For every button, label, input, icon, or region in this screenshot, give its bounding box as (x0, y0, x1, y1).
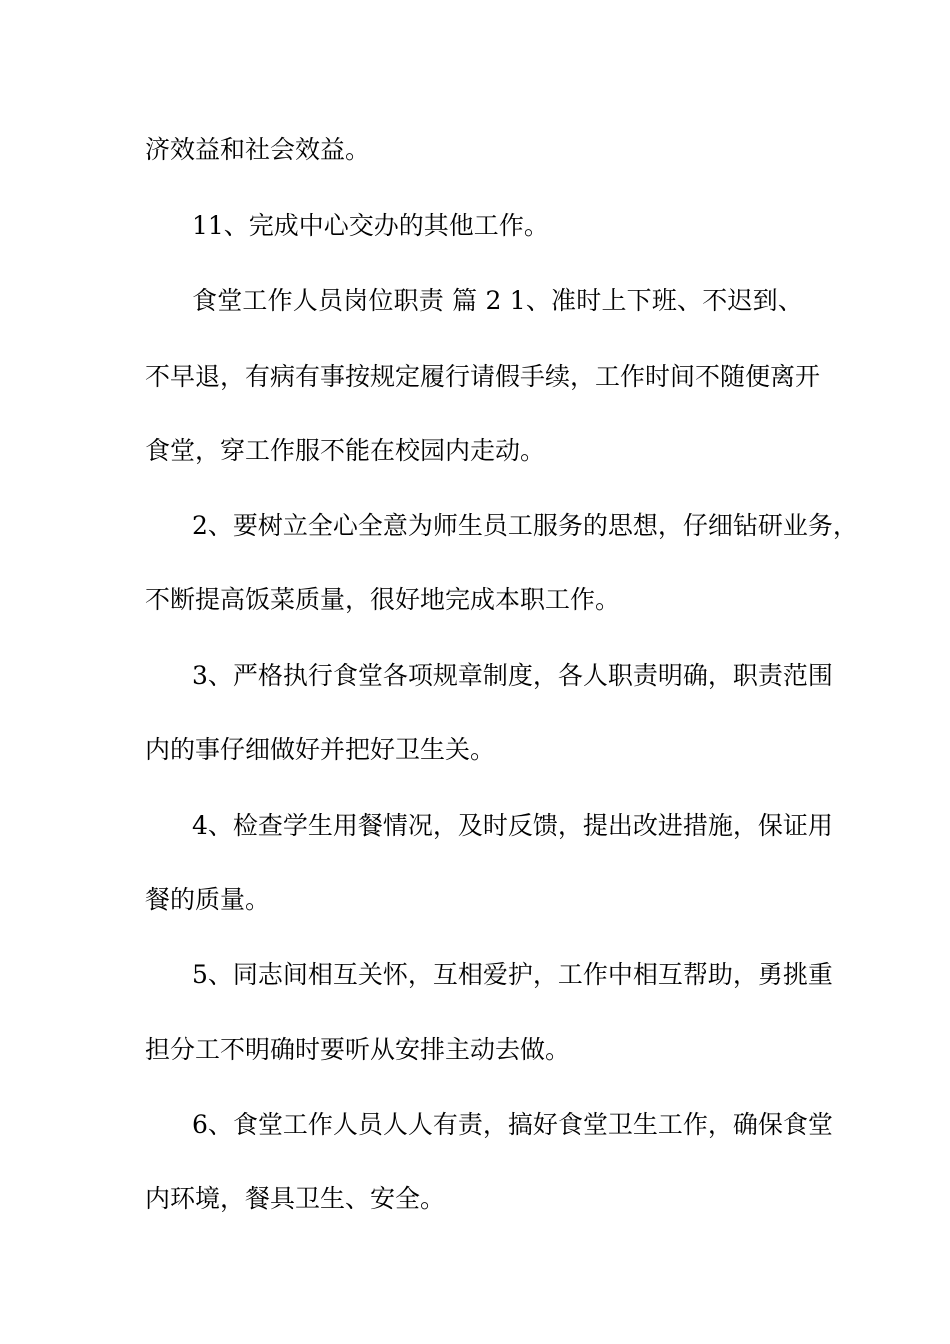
text-line-5: 食堂，穿工作服不能在校园内走动。 (145, 436, 546, 465)
text-line-12: 5、同志间相互关怀，互相爱护，工作中相互帮助，勇挑重 (192, 960, 833, 989)
text-line-8: 3、严格执行食堂各项规章制度，各人职责明确，职责范围 (192, 661, 833, 690)
text-line-15: 内环境，餐具卫生、安全。 (145, 1184, 446, 1213)
text-line-9: 内的事仔细做好并把好卫生关。 (145, 735, 496, 764)
text-line-14: 6、食堂工作人员人人有责，搞好食堂卫生工作，确保食堂 (192, 1110, 833, 1139)
text-line-7: 不断提高饭菜质量，很好地完成本职工作。 (145, 585, 621, 614)
text-line-13: 担分工不明确时要听从安排主动去做。 (145, 1035, 571, 1064)
text-line-10: 4、检查学生用餐情况，及时反馈，提出改进措施，保证用 (192, 811, 833, 840)
text-line-6: 2、要树立全心全意为师生员工服务的思想，仔细钻研业务， (192, 511, 858, 540)
text-line-1: 济效益和社会效益。 (145, 135, 371, 164)
text-line-3: 食堂工作人员岗位职责 篇 2 1、准时上下班、不迟到、 (192, 286, 804, 315)
text-line-4: 不早退，有病有事按规定履行请假手续，工作时间不随便离开 (145, 362, 821, 391)
text-line-2: 11、完成中心交办的其他工作。 (192, 211, 549, 240)
text-line-11: 餐的质量。 (145, 885, 271, 914)
